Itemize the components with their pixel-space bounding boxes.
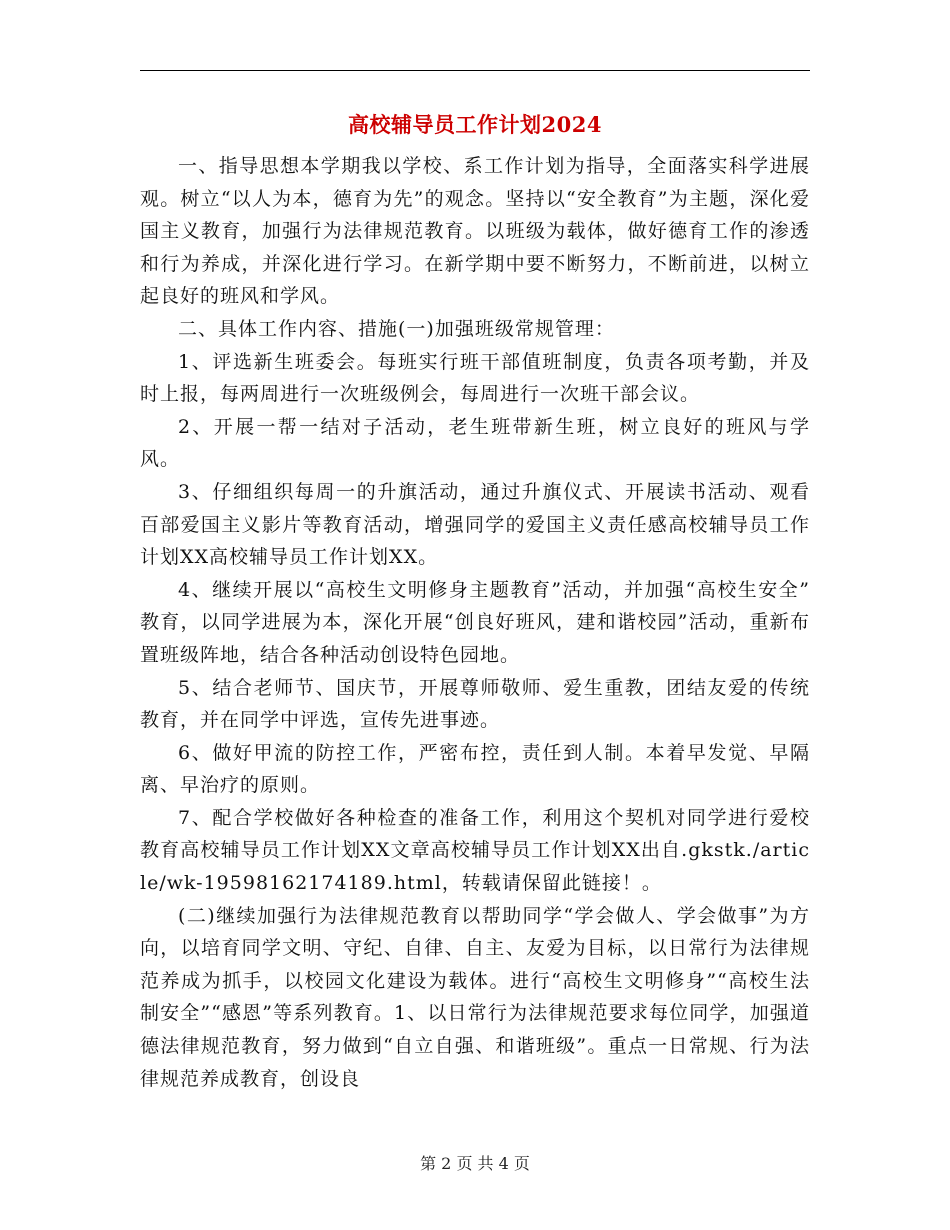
paragraph-item-6: 6、做好甲流的防控工作，严密布控，责任到人制。本着早发觉、早隔离、早治疗的原则。	[140, 741, 810, 797]
paragraph-guiding-ideology: 一、指导思想本学期我以学校、系工作计划为指导，全面落实科学进展观。树立“以人为本，德育为先”的观念。坚持以“安全教育”为主题，深化爱国主义教育，加强行为法律规范教育。以班级为载体，做好德育工作的渗透和行为养成，并深化进行学习。在新学期中要不断努力，不断前进，以树立起良好的班风和学风。	[140, 155, 810, 308]
document-body	[140, 150, 810, 1095]
page-number-footer: 第 2 页 共 4 页	[420, 1154, 530, 1173]
paragraph-item-4: 4、继续开展以“高校生文明修身主题教育”活动，并加强“高校生安全” 教育，以同学进展为本，深化开展“创良好班风，建和谐校园”活动，重新布置班级阵地，结合各种活动创设特色园地。	[140, 578, 810, 666]
paragraph-item-7: 7、配合学校做好各种检查的准备工作，利用这个契机对同学进行爱校教育高校辅导员工作计划XX文章高校辅导员工作计划XX出自.gkstk./article/wk-19598162174189.html，转载请保留此链接！。	[140, 806, 810, 895]
paragraph-work-content-heading: 二、具体工作内容、措施(一)加强班级常规管理：	[178, 317, 615, 340]
paragraph-item-5: 5、结合老师节、国庆节，开展尊师敬师、爱生重教，团结友爱的传统教育，并在同学中评选，宣传先进事迹。	[140, 676, 810, 732]
document-title: 高校辅导员工作计划2024	[348, 112, 602, 137]
paragraph-item-1: 1、评选新生班委会。每班实行班干部值班制度，负责各项考勤，并及时上报，每两周进行一次班级例会，每周进行一次班干部会议。	[140, 350, 810, 406]
header-rule	[140, 70, 810, 71]
paragraph-item-2: 2、开展一帮一结对子活动，老生班带新生班，树立良好的班风与学风。	[140, 415, 810, 471]
paragraph-section-two: (二)继续加强行为法律规范教育以帮助同学“学会做人、学会做事”为方向，以培育同学文明、守纪、自律、自主、友爱为目标，以日常行为法律规范养成为抓手，以校园文化建设为载体。进行“高校生文明修身”“高校生法制安全”“感恩”等系列教育。1、以日常行为法律规范要求每位同学，加强道德法律规范教育，努力做到“自立自强、和谐班级”。重点一日常规、行为法律规范养成教育，创设良	[140, 904, 810, 1090]
paragraph-item-3: 3、仔细组织每周一的升旗活动，通过升旗仪式、开展读书活动、观看百部爱国主义影片等教育活动，增强同学的爱国主义责任感高校辅导员工作计划XX高校辅导员工作计划XX。	[140, 480, 810, 569]
